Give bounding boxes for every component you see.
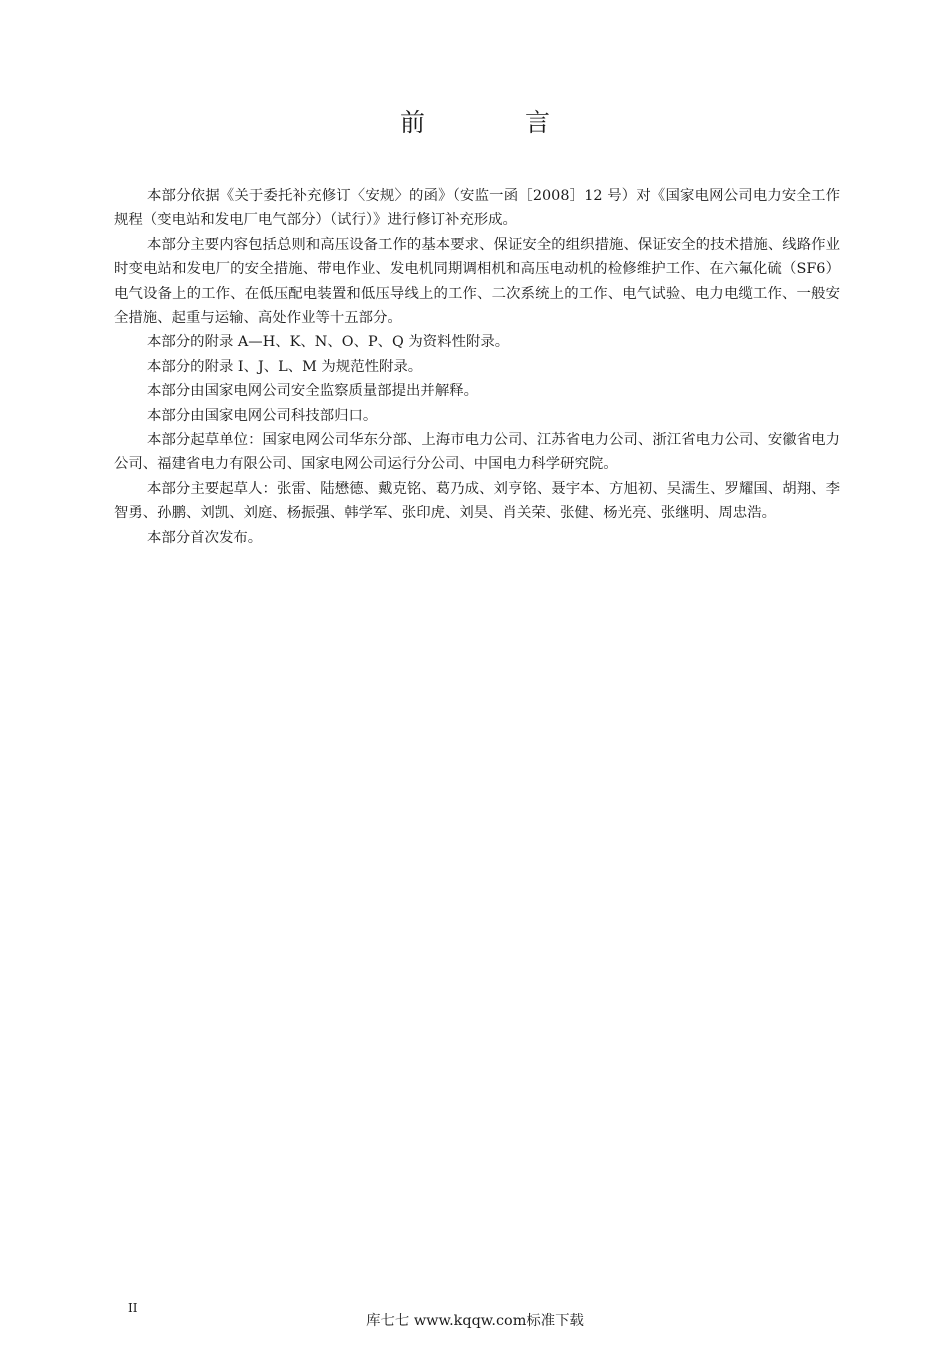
paragraph: 本部分主要起草人：张雷、陆懋德、戴克铭、葛乃成、刘亨铭、聂宇本、方旭初、吴濡生、罗耀国、胡翔、李智勇、孙鹏、刘凯、刘庭、杨振强、韩学军、张印虎、刘昊、肖关荣、张健、杨光亮、张继明、周忠浩。 xyxy=(114,480,840,522)
body-text xyxy=(114,184,840,550)
paragraph: 本部分的附录 A—H、K、N、O、P、Q 为资料性附录。 xyxy=(147,334,510,351)
paragraph: 本部分首次发布。 xyxy=(147,529,263,546)
paragraph: 本部分由国家电网公司科技部归口。 xyxy=(147,407,378,424)
footer-source: 库七七 www.kqqw.com标准下载 xyxy=(366,1313,584,1329)
paragraph: 本部分由国家电网公司安全监察质量部提出并解释。 xyxy=(147,383,478,400)
paragraph: 本部分的附录 I、J、L、M 为规范性附录。 xyxy=(147,358,423,375)
paragraph: 本部分主要内容包括总则和高压设备工作的基本要求、保证安全的组织措施、保证安全的技术措施、线路作业时变电站和发电厂的安全措施、带电作业、发电机同期调相机和高压电动机的检修维护工作、在六氟化硫（SF6）电气设备上的工作、在低压配电装置和低压导线上的工作、二次系统上的工作、电气试验、电力电缆工作、一般安全措施、起重与运输、高处作业等十五部分。 xyxy=(114,236,840,327)
paragraph: 本部分起草单位：国家电网公司华东分部、上海市电力公司、江苏省电力公司、浙江省电力公司、安徽省电力公司、福建省电力有限公司、国家电网公司运行分公司、中国电力科学研究院。 xyxy=(114,432,840,473)
page-number: II xyxy=(128,1301,138,1315)
page-title: 前 言 xyxy=(400,108,596,137)
paragraph: 本部分依据《关于委托补充修订〈安规〉的函》（安监一函［2008］12 号）对《国家电网公司电力安全工作规程（变电站和发电厂电气部分）（试行）》进行修订补充形成。 xyxy=(114,188,840,229)
